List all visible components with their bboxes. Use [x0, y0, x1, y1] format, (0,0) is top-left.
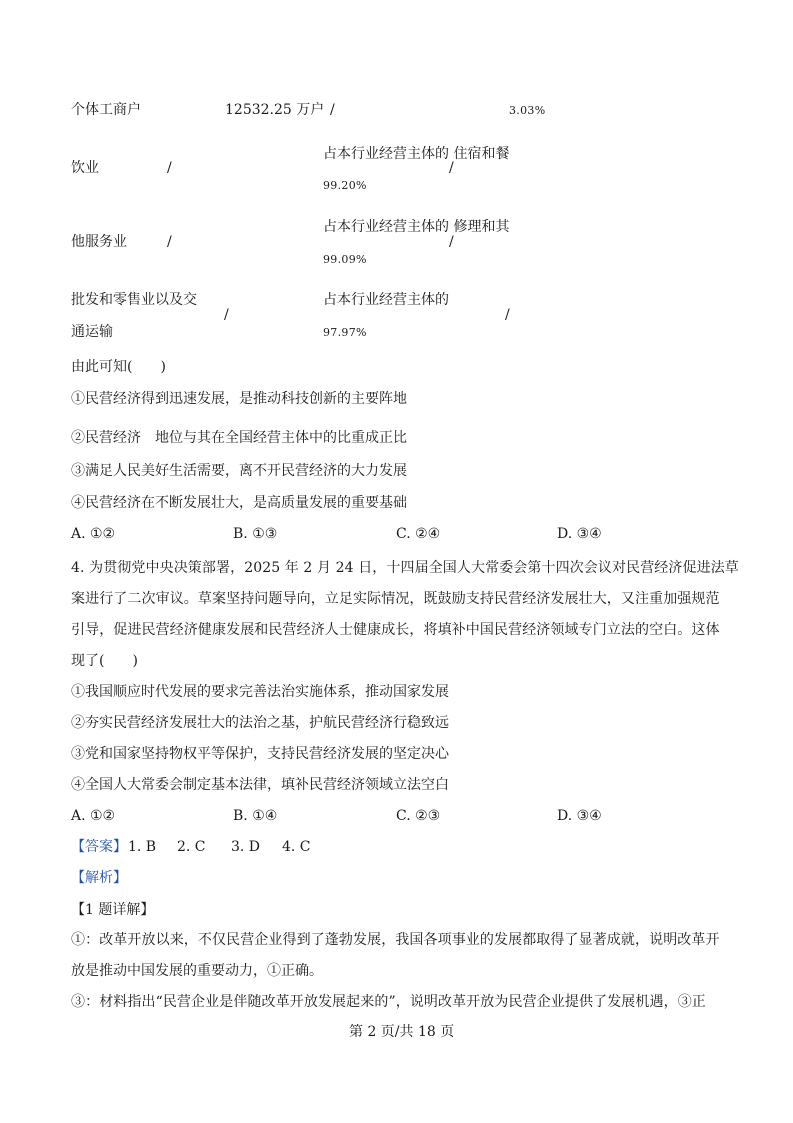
option-statement: ③党和国家坚持物权平等保护，支持民营经济发展的坚定决心 [71, 746, 449, 762]
row-desc-wholesale: 占本行业经营主体的 [323, 292, 449, 308]
row-label-individual-business: 个体工商户 [71, 102, 141, 118]
row-slash: / [167, 234, 172, 250]
row-slash: / [224, 307, 229, 323]
analysis-paragraph-line: ③：材料指出“民营企业是伴随改革开放发展起来的”，说明改革开放为民营企业提供了发展机遇，③正 [71, 994, 706, 1010]
row-slash: / [505, 307, 510, 323]
row-slash: / [449, 234, 454, 250]
row-label-catering: 饮业 [71, 160, 99, 176]
page-number: 第 2 页/共 18 页 [349, 1024, 455, 1040]
row-slash: / [167, 160, 172, 176]
row-desc-catering: 占本行业经营主体的 住宿和餐 [323, 146, 510, 162]
answer-item: 1. B [128, 839, 157, 855]
analysis-paragraph-line: ①：改革开放以来，不仅民营企业得到了蓬勃发展，我国各项事业的发展都取得了显著成就，说明改革开 [71, 932, 720, 948]
row-slash: / [330, 102, 335, 118]
option-statement: ①我国顺应时代发展的要求完善法治实施体系，推动国家发展 [71, 684, 449, 700]
answer-item: 3. D [231, 839, 261, 855]
row-desc-repair: 占本行业经营主体的 修理和其 [323, 219, 510, 235]
choice-b: B. ①④ [233, 808, 278, 824]
choice-d: D. ③④ [557, 808, 602, 824]
answer-item: 4. C [282, 839, 311, 855]
question-text-line: 引导，促进民营经济健康发展和民营经济人士健康成长，将填补中国民营经济领域专门立法的空白。这体 [71, 622, 720, 638]
answer-tag: 【答案】 [71, 839, 127, 855]
question-text-line: 案进行了二次审议。草案坚持问题导向，立足实际情况，既鼓励支持民营经济发展壮大，又注重加强规范 [71, 591, 720, 607]
choice-b: B. ①③ [233, 526, 278, 542]
row-percent-repair: 99.09% [323, 253, 367, 266]
row-label-wholesale: 批发和零售业以及交 [71, 292, 197, 308]
analysis-paragraph-line: 放是推动中国发展的重要动力，①正确。 [71, 963, 323, 979]
analysis-tag: 【解析】 [71, 870, 127, 886]
row-percent-catering: 99.20% [323, 179, 367, 192]
choice-c: C. ②④ [396, 526, 441, 542]
option-statement: ③满足人民美好生活需要，离不开民营经济的大力发展 [71, 463, 407, 479]
row-label-repair: 他服务业 [71, 234, 127, 250]
row-count-individual-business: 12532.25 万户 [225, 102, 325, 118]
choice-d: D. ③④ [557, 526, 602, 542]
choice-c: C. ②③ [396, 808, 441, 824]
answer-item: 2. C [177, 839, 206, 855]
question-text-line: 4. 为贯彻党中央决策部署，2025 年 2 月 24 日，十四届全国人大常委会第十四次会议对民营经济促进法草 [71, 560, 739, 576]
row-percent-wholesale: 97.97% [323, 326, 367, 339]
question-text-line: 现了( ) [71, 653, 138, 669]
detail-tag: 【1 题详解】 [71, 902, 155, 918]
choice-a: A. ①② [71, 526, 116, 542]
row-percent-individual-business: 3.03% [509, 104, 546, 117]
row-label-wholesale-cont: 通运输 [71, 324, 113, 340]
choice-a: A. ①② [71, 808, 116, 824]
option-statement: ④全国人大常委会制定基本法律，填补民营经济领域立法空白 [71, 777, 449, 793]
option-statement: ②民营经济 地位与其在全国经营主体中的比重成正比 [71, 430, 407, 446]
row-slash: / [449, 160, 454, 176]
option-statement: ②夯实民营经济发展壮大的法治之基，护航民营经济行稳致远 [71, 715, 449, 731]
option-statement: ①民营经济得到迅速发展，是推动科技创新的主要阵地 [71, 391, 407, 407]
option-statement: ④民营经济在不断发展壮大，是高质量发展的重要基础 [71, 495, 407, 511]
question-stem: 由此可知( ) [71, 359, 166, 375]
